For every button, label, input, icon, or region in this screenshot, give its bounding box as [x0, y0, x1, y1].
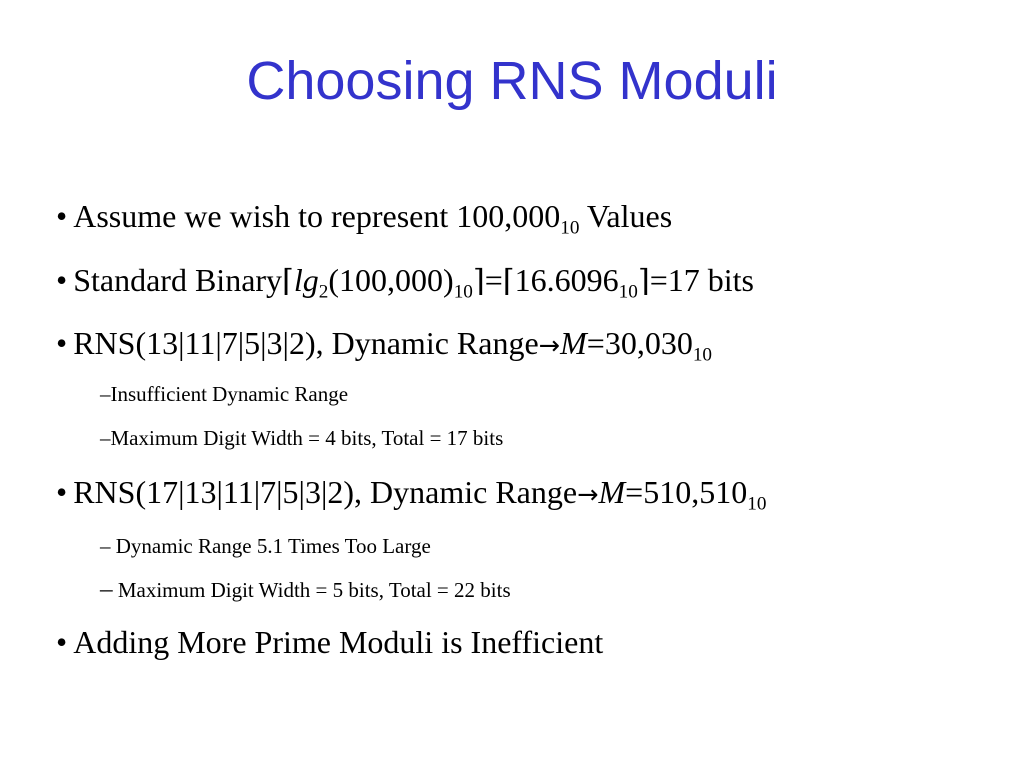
subscript: 10: [747, 493, 767, 515]
lg-argument: (100,000): [328, 262, 454, 298]
bullet-text: Standard Binary: [73, 262, 283, 298]
bullet-standard-binary: [56, 262, 754, 303]
bullet-marker: •: [56, 198, 68, 234]
sub-bullet-text: Maximum Digit Width = 5 bits, Total = 22 bits: [112, 578, 511, 602]
bullet-adding-primes: [56, 624, 603, 661]
subscript: 10: [618, 281, 638, 303]
bullet-marker: •: [56, 474, 68, 510]
bullet-text: Assume we wish to represent 100,000: [73, 198, 561, 234]
m-variable: M: [560, 325, 587, 361]
slide-title: Choosing RNS Moduli: [246, 51, 778, 111]
lg-function: lg: [293, 262, 319, 298]
bullet-text-after: Values: [579, 198, 673, 234]
dash-marker: –: [100, 576, 113, 603]
bullet-marker: •: [56, 262, 68, 298]
log-value: 16.6096: [514, 262, 619, 298]
ceil-right-symbol: ⌉: [472, 264, 485, 299]
subscript: 10: [560, 217, 580, 239]
equals-sign: =: [484, 262, 503, 298]
range-value: =510,510: [625, 474, 748, 510]
bullet-text: Adding More Prime Moduli is Inefficient: [73, 624, 604, 660]
bullet-text: RNS(13|11|7|5|3|2), Dynamic Range: [73, 325, 539, 361]
sub-bullet-digit-width-5: [100, 576, 511, 604]
right-arrow-icon: →: [577, 480, 599, 510]
bullet-rns-13: [56, 325, 712, 366]
sub-bullet-too-large: – Dynamic Range 5.1 Times Too Large: [100, 534, 431, 558]
ceil-left-symbol: ⌈: [282, 264, 294, 299]
subscript: 10: [453, 281, 473, 303]
bits-result: =17 bits: [649, 262, 754, 298]
ceil-left-symbol: ⌈: [502, 264, 515, 299]
right-arrow-icon: →: [538, 331, 561, 361]
subscript: 2: [318, 281, 329, 303]
bullet-marker: •: [56, 624, 68, 660]
sub-bullet-digit-width-4: –Maximum Digit Width = 4 bits, Total = 17 bits: [100, 426, 504, 450]
ceil-right-symbol: ⌉: [637, 264, 650, 299]
bullet-rns-17: [56, 474, 767, 515]
sub-bullet-insufficient: –Insufficient Dynamic Range: [100, 382, 349, 406]
bullet-assume-values: [56, 198, 673, 239]
range-value: =30,030: [586, 325, 693, 361]
m-variable: M: [598, 474, 626, 510]
subscript: 10: [692, 344, 712, 366]
bullet-text: RNS(17|13|11|7|5|3|2), Dynamic Range: [73, 474, 578, 510]
bullet-marker: •: [56, 325, 68, 361]
